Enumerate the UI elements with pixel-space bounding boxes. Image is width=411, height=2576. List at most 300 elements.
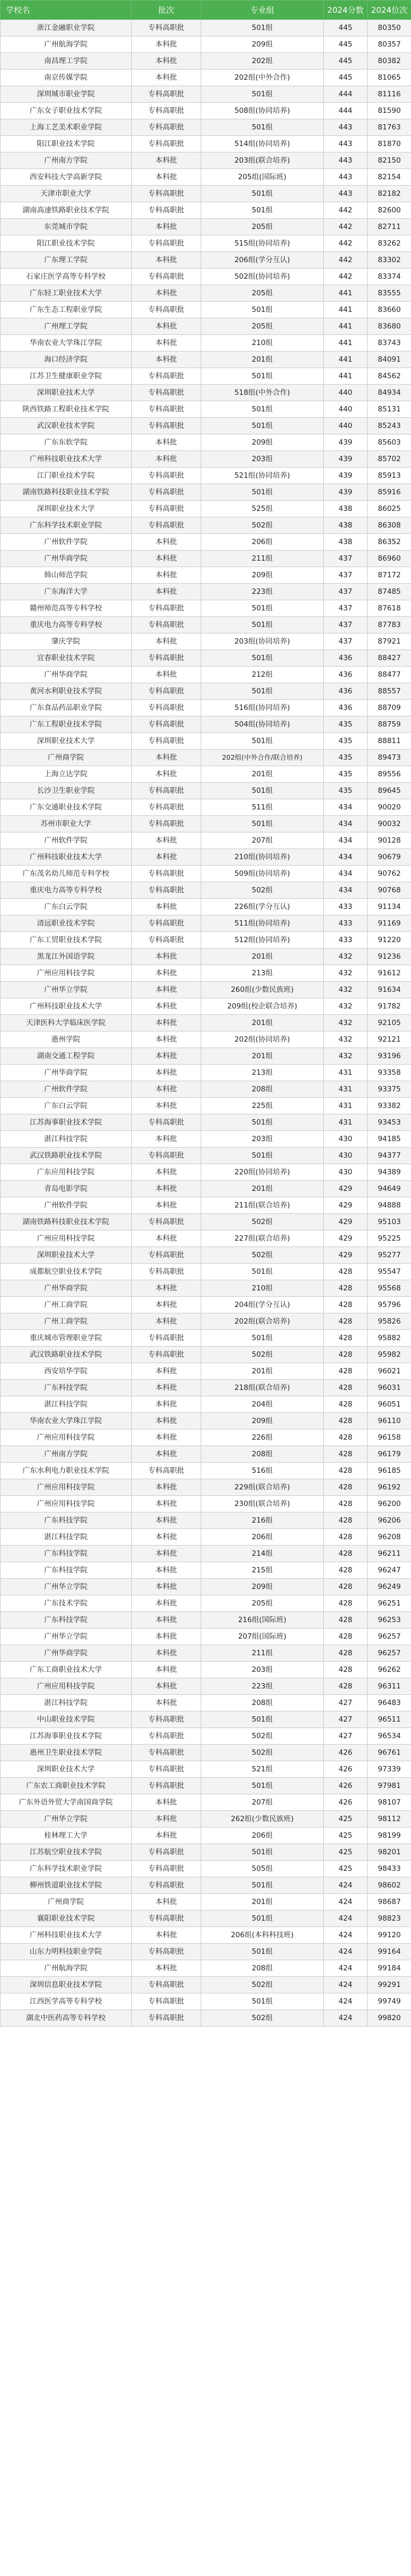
table-row: [1, 1031, 411, 1048]
table-row: [1, 1380, 411, 1396]
cell-score: 428: [324, 1264, 368, 1280]
cell-batch: 专科高职批: [132, 915, 201, 932]
cell-score: 445: [324, 36, 368, 53]
cell-batch: 专科高职批: [132, 484, 201, 501]
table-row: [1, 1363, 411, 1380]
cell-school: 武汉铁路职业技术学院: [1, 1148, 132, 1164]
table-row: [1, 1562, 411, 1579]
table-row: [1, 915, 411, 932]
cell-score: 436: [324, 667, 368, 683]
cell-major-group: 501组: [201, 1114, 324, 1131]
cell-major-group: 214组: [201, 1546, 324, 1562]
cell-score: 442: [324, 252, 368, 269]
cell-school: 石家庄医学高等专科学校: [1, 269, 132, 285]
cell-score: 432: [324, 1031, 368, 1048]
cell-rank: 90762: [368, 866, 411, 882]
cell-rank: 96483: [368, 1695, 411, 1711]
cell-rank: 99749: [368, 1993, 411, 2010]
table-row: [1, 1297, 411, 1313]
cell-score: 424: [324, 1960, 368, 1977]
cell-rank: 88557: [368, 683, 411, 700]
cell-school: 南昌理工学院: [1, 53, 132, 70]
cell-rank: 95826: [368, 1313, 411, 1330]
cell-score: 430: [324, 1148, 368, 1164]
table-row: [1, 1778, 411, 1794]
table-row: [1, 2010, 411, 2027]
cell-major-group: 206组(学分互认): [201, 252, 324, 269]
cell-major-group: 213组: [201, 965, 324, 982]
cell-batch: 专科高职批: [132, 882, 201, 899]
cell-score: 433: [324, 915, 368, 932]
table-row: [1, 1944, 411, 1960]
cell-rank: 96051: [368, 1396, 411, 1413]
table-row: [1, 1330, 411, 1347]
cell-batch: 本科批: [132, 152, 201, 169]
cell-school: 广东工程职业技术学院: [1, 716, 132, 733]
cell-school: 广州华立学院: [1, 1629, 132, 1645]
cell-score: 424: [324, 1993, 368, 2010]
cell-rank: 83555: [368, 285, 411, 302]
header-rank-2024: 2024位次: [368, 1, 411, 20]
cell-school: 重庆电力高等专科学校: [1, 882, 132, 899]
cell-batch: 本科批: [132, 1645, 201, 1662]
cell-school: 广州华立学院: [1, 982, 132, 998]
cell-school: 黄河水利职业技术学院: [1, 683, 132, 700]
cell-major-group: 201组: [201, 1048, 324, 1065]
cell-score: 443: [324, 119, 368, 136]
cell-score: 424: [324, 1977, 368, 1993]
cell-rank: 90128: [368, 832, 411, 849]
cell-batch: 本科批: [132, 318, 201, 335]
cell-school: 广州应用科技学院: [1, 1230, 132, 1247]
cell-major-group: 211组(联合培养): [201, 1197, 324, 1214]
cell-school: 广东白云学院: [1, 1098, 132, 1114]
table-row: [1, 318, 411, 335]
cell-major-group: 501组: [201, 1148, 324, 1164]
table-row: [1, 20, 411, 36]
cell-score: 440: [324, 385, 368, 401]
cell-batch: 专科高职批: [132, 501, 201, 517]
table-row: [1, 219, 411, 235]
cell-major-group: 218组(联合培养): [201, 1380, 324, 1396]
cell-batch: 本科批: [132, 219, 201, 235]
cell-school: 深圳城市职业学院: [1, 86, 132, 103]
cell-score: 443: [324, 169, 368, 186]
cell-rank: 96110: [368, 1413, 411, 1430]
cell-major-group: 220组(协同培养): [201, 1164, 324, 1181]
cell-rank: 88477: [368, 667, 411, 683]
cell-major-group: 213组: [201, 1065, 324, 1081]
cell-school: 深圳职业技术大学: [1, 733, 132, 750]
cell-school: 湖南交通工程学院: [1, 1048, 132, 1065]
table-row: [1, 567, 411, 584]
cell-batch: 本科批: [132, 1048, 201, 1065]
cell-school: 广州华商学院: [1, 1280, 132, 1297]
cell-school: 浙江金融职业学院: [1, 20, 132, 36]
cell-batch: 本科批: [132, 1512, 201, 1529]
cell-batch: 本科批: [132, 1446, 201, 1463]
cell-major-group: 501组: [201, 302, 324, 318]
table-row: [1, 1512, 411, 1529]
cell-batch: 本科批: [132, 1894, 201, 1910]
cell-rank: 97339: [368, 1761, 411, 1778]
cell-rank: 96185: [368, 1463, 411, 1479]
cell-score: 434: [324, 882, 368, 899]
cell-major-group: 206组: [201, 1828, 324, 1844]
cell-batch: 专科高职批: [132, 866, 201, 882]
table-row: [1, 434, 411, 451]
table-row: [1, 932, 411, 949]
cell-rank: 93375: [368, 1081, 411, 1098]
cell-rank: 87618: [368, 600, 411, 617]
cell-rank: 95568: [368, 1280, 411, 1297]
cell-rank: 96511: [368, 1711, 411, 1728]
cell-score: 431: [324, 1065, 368, 1081]
table-row: [1, 36, 411, 53]
header-school: 学校名: [1, 1, 132, 20]
cell-school: 江苏航空职业技术学院: [1, 1844, 132, 1861]
cell-rank: 91612: [368, 965, 411, 982]
table-row: [1, 766, 411, 783]
cell-rank: 92105: [368, 1015, 411, 1031]
table-row: [1, 849, 411, 866]
cell-batch: 本科批: [132, 1230, 201, 1247]
cell-score: 439: [324, 434, 368, 451]
cell-school: 西安培华学院: [1, 1363, 132, 1380]
cell-batch: 本科批: [132, 1695, 201, 1711]
table-row: [1, 1861, 411, 1877]
cell-major-group: 203组(协同培养): [201, 633, 324, 650]
cell-rank: 93382: [368, 1098, 411, 1114]
cell-batch: 专科高职批: [132, 235, 201, 252]
table-row: [1, 252, 411, 269]
cell-batch: 专科高职批: [132, 816, 201, 832]
cell-batch: 本科批: [132, 1430, 201, 1446]
cell-rank: 95796: [368, 1297, 411, 1313]
cell-score: 428: [324, 1413, 368, 1430]
cell-batch: 本科批: [132, 965, 201, 982]
cell-major-group: 201组: [201, 1015, 324, 1031]
table-row: [1, 385, 411, 401]
cell-major-group: 260组(少数民族班): [201, 982, 324, 998]
cell-major-group: 509组(协同培养): [201, 866, 324, 882]
cell-rank: 82154: [368, 169, 411, 186]
cell-school: 广东生态工程职业学院: [1, 302, 132, 318]
cell-batch: 本科批: [132, 1562, 201, 1579]
table-row: [1, 1844, 411, 1861]
cell-major-group: 501组: [201, 1910, 324, 1927]
cell-major-group: 205组(国际班): [201, 169, 324, 186]
cell-school: 宜春职业技术学院: [1, 650, 132, 667]
cell-school: 湛江科技学院: [1, 1396, 132, 1413]
cell-major-group: 207组: [201, 832, 324, 849]
cell-score: 439: [324, 468, 368, 484]
cell-score: 427: [324, 1695, 368, 1711]
cell-rank: 96031: [368, 1380, 411, 1396]
cell-major-group: 501组: [201, 186, 324, 202]
cell-major-group: 203组: [201, 1131, 324, 1148]
cell-rank: 89473: [368, 750, 411, 766]
cell-major-group: 501组: [201, 1264, 324, 1280]
cell-rank: 80382: [368, 53, 411, 70]
cell-score: 443: [324, 136, 368, 152]
cell-score: 433: [324, 899, 368, 915]
table-row: [1, 1877, 411, 1894]
table-row: [1, 1828, 411, 1844]
cell-score: 428: [324, 1512, 368, 1529]
cell-school: 江苏卫生健康职业学院: [1, 368, 132, 385]
cell-major-group: 501组: [201, 650, 324, 667]
table-row: [1, 949, 411, 965]
cell-batch: 专科高职批: [132, 799, 201, 816]
cell-batch: 本科批: [132, 998, 201, 1015]
cell-rank: 97981: [368, 1778, 411, 1794]
table-row: [1, 1098, 411, 1114]
table-body: [1, 20, 411, 2027]
cell-batch: 本科批: [132, 285, 201, 302]
table-row: [1, 816, 411, 832]
cell-school: 桂林理工大学: [1, 1828, 132, 1844]
cell-batch: 专科高职批: [132, 136, 201, 152]
cell-score: 424: [324, 1894, 368, 1910]
table-row: [1, 600, 411, 617]
table-row: [1, 1629, 411, 1645]
cell-major-group: 502组: [201, 1745, 324, 1761]
table-row: [1, 1313, 411, 1330]
cell-batch: 本科批: [132, 949, 201, 965]
cell-rank: 96249: [368, 1579, 411, 1595]
cell-school: 广州应用科技学院: [1, 965, 132, 982]
header-row: [1, 1, 411, 20]
cell-major-group: 208组: [201, 1960, 324, 1977]
cell-batch: 本科批: [132, 982, 201, 998]
cell-batch: 专科高职批: [132, 932, 201, 949]
cell-rank: 85916: [368, 484, 411, 501]
cell-school: 华南农业大学珠江学院: [1, 1413, 132, 1430]
cell-score: 444: [324, 86, 368, 103]
table-row: [1, 1761, 411, 1778]
cell-school: 江门职业技术学院: [1, 468, 132, 484]
cell-school: 广州科技职业技术大学: [1, 849, 132, 866]
cell-score: 425: [324, 1811, 368, 1828]
cell-batch: 专科高职批: [132, 1910, 201, 1927]
cell-score: 437: [324, 600, 368, 617]
table-row: [1, 1131, 411, 1148]
cell-major-group: 502组(协同培养): [201, 269, 324, 285]
table-row: [1, 1396, 411, 1413]
cell-score: 439: [324, 451, 368, 468]
cell-rank: 83262: [368, 235, 411, 252]
cell-school: 湛江科技学院: [1, 1695, 132, 1711]
cell-major-group: 215组: [201, 1562, 324, 1579]
cell-score: 430: [324, 1131, 368, 1148]
table-row: [1, 534, 411, 551]
table-row: [1, 86, 411, 103]
cell-batch: 本科批: [132, 1612, 201, 1629]
table-row: [1, 1711, 411, 1728]
table-row: [1, 1413, 411, 1430]
cell-school: 赣州师范高等专科学校: [1, 600, 132, 617]
cell-batch: 本科批: [132, 53, 201, 70]
table-row: [1, 982, 411, 998]
header-major-group: 专业组: [201, 1, 324, 20]
cell-major-group: 262组(少数民族班): [201, 1811, 324, 1828]
cell-school: 中山职业技术学院: [1, 1711, 132, 1728]
cell-score: 432: [324, 965, 368, 982]
cell-rank: 86352: [368, 534, 411, 551]
cell-rank: 91634: [368, 982, 411, 998]
cell-score: 424: [324, 1927, 368, 1944]
cell-rank: 90768: [368, 882, 411, 899]
table-row: [1, 965, 411, 982]
cell-score: 437: [324, 584, 368, 600]
table-row: [1, 119, 411, 136]
cell-major-group: 204组: [201, 1396, 324, 1413]
cell-school: 阳江职业技术学院: [1, 235, 132, 252]
table-row: [1, 285, 411, 302]
table-row: [1, 269, 411, 285]
cell-batch: 本科批: [132, 766, 201, 783]
table-row: [1, 998, 411, 1015]
cell-major-group: 502组: [201, 517, 324, 534]
cell-school: 广州商学院: [1, 1894, 132, 1910]
table-row: [1, 633, 411, 650]
cell-score: 435: [324, 733, 368, 750]
table-row: [1, 1678, 411, 1695]
cell-score: 441: [324, 335, 368, 351]
cell-batch: 本科批: [132, 1828, 201, 1844]
cell-batch: 本科批: [132, 899, 201, 915]
cell-major-group: 514组(协同培养): [201, 136, 324, 152]
cell-score: 440: [324, 401, 368, 418]
cell-score: 424: [324, 1910, 368, 1927]
cell-major-group: 202组: [201, 53, 324, 70]
cell-major-group: 209组(校企联合培养): [201, 998, 324, 1015]
table-row: [1, 335, 411, 351]
table-row: [1, 1662, 411, 1678]
cell-batch: 专科高职批: [132, 517, 201, 534]
cell-batch: 专科高职批: [132, 20, 201, 36]
cell-rank: 94888: [368, 1197, 411, 1214]
cell-batch: 本科批: [132, 1031, 201, 1048]
cell-rank: 95547: [368, 1264, 411, 1280]
cell-school: 广州航海学院: [1, 1960, 132, 1977]
cell-batch: 本科批: [132, 1181, 201, 1197]
cell-batch: 本科批: [132, 551, 201, 567]
cell-batch: 本科批: [132, 1313, 201, 1330]
cell-rank: 99820: [368, 2010, 411, 2027]
cell-batch: 本科批: [132, 1794, 201, 1811]
cell-batch: 本科批: [132, 832, 201, 849]
cell-batch: 本科批: [132, 1380, 201, 1396]
cell-score: 428: [324, 1645, 368, 1662]
cell-major-group: 502组: [201, 2010, 324, 2027]
table-row: [1, 783, 411, 799]
cell-school: 广东技术学院: [1, 1595, 132, 1612]
cell-school: 广东理工学院: [1, 252, 132, 269]
table-row: [1, 1065, 411, 1081]
table-row: [1, 866, 411, 882]
cell-score: 428: [324, 1330, 368, 1347]
cell-school: 长沙卫生职业学院: [1, 783, 132, 799]
cell-major-group: 212组: [201, 667, 324, 683]
cell-score: 442: [324, 219, 368, 235]
cell-rank: 94649: [368, 1181, 411, 1197]
cell-rank: 81116: [368, 86, 411, 103]
cell-batch: 专科高职批: [132, 103, 201, 119]
cell-batch: 专科高职批: [132, 1778, 201, 1794]
cell-school: 广州华立学院: [1, 1579, 132, 1595]
cell-batch: 专科高职批: [132, 650, 201, 667]
cell-major-group: 202组(联合培养): [201, 1313, 324, 1330]
cell-rank: 98823: [368, 1910, 411, 1927]
cell-rank: 82150: [368, 152, 411, 169]
cell-rank: 95103: [368, 1214, 411, 1230]
cell-major-group: 229组(联合培养): [201, 1479, 324, 1496]
table-row: [1, 401, 411, 418]
table-row: [1, 152, 411, 169]
cell-rank: 96247: [368, 1562, 411, 1579]
cell-batch: 专科高职批: [132, 1347, 201, 1363]
cell-score: 428: [324, 1313, 368, 1330]
cell-score: 428: [324, 1446, 368, 1463]
cell-rank: 89556: [368, 766, 411, 783]
cell-major-group: 201组: [201, 351, 324, 368]
cell-school: 广州理工学院: [1, 318, 132, 335]
cell-rank: 86025: [368, 501, 411, 517]
cell-score: 429: [324, 1247, 368, 1264]
cell-school: 东莞城市学院: [1, 219, 132, 235]
cell-major-group: 501组: [201, 733, 324, 750]
cell-major-group: 209组: [201, 1413, 324, 1430]
table-row: [1, 551, 411, 567]
cell-school: 广州华商学院: [1, 667, 132, 683]
cell-batch: 本科批: [132, 1396, 201, 1413]
cell-score: 428: [324, 1629, 368, 1645]
cell-major-group: 205组: [201, 219, 324, 235]
cell-major-group: 511组(协同培养): [201, 915, 324, 932]
cell-batch: 专科高职批: [132, 716, 201, 733]
cell-school: 深圳职业技术大学: [1, 385, 132, 401]
cell-major-group: 204组(学分互认): [201, 1297, 324, 1313]
cell-school: 广东科学技术职业学院: [1, 1861, 132, 1877]
cell-batch: 本科批: [132, 1662, 201, 1678]
cell-batch: 本科批: [132, 1579, 201, 1595]
cell-major-group: 205组: [201, 285, 324, 302]
cell-school: 广州科技职业技术大学: [1, 998, 132, 1015]
cell-batch: 专科高职批: [132, 1330, 201, 1347]
cell-major-group: 501组: [201, 1944, 324, 1960]
cell-batch: 本科批: [132, 169, 201, 186]
cell-score: 434: [324, 832, 368, 849]
cell-major-group: 208组: [201, 1446, 324, 1463]
cell-rank: 96251: [368, 1595, 411, 1612]
cell-major-group: 205组: [201, 318, 324, 335]
cell-rank: 90020: [368, 799, 411, 816]
cell-batch: 专科高职批: [132, 683, 201, 700]
cell-rank: 81870: [368, 136, 411, 152]
cell-major-group: 501组: [201, 683, 324, 700]
cell-score: 432: [324, 982, 368, 998]
cell-rank: 96262: [368, 1662, 411, 1678]
cell-batch: 本科批: [132, 567, 201, 584]
cell-major-group: 501组: [201, 418, 324, 434]
cell-school: 广东海洋大学: [1, 584, 132, 600]
cell-major-group: 211组: [201, 551, 324, 567]
cell-batch: 本科批: [132, 1678, 201, 1695]
cell-major-group: 201组: [201, 766, 324, 783]
cell-school: 广州南方学院: [1, 1446, 132, 1463]
